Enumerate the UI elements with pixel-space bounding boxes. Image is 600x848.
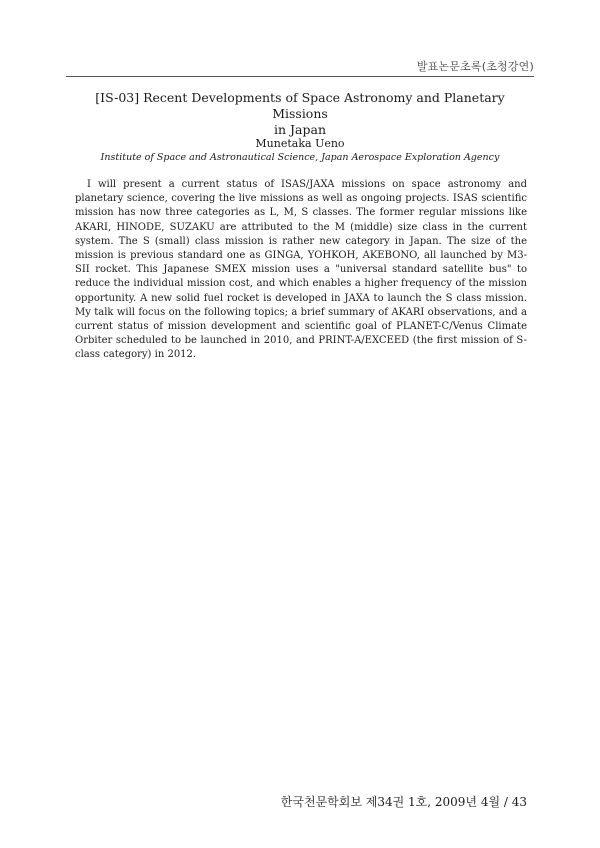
paper-title-line-1: [IS-03] Recent Developments of Space Astronomy and Planetary Missions (95, 90, 505, 121)
paper-title-line-2: in Japan (274, 122, 326, 137)
journal-footer: 한국천문학회보 제34권 1호, 2009년 4월 / 43 (280, 795, 527, 809)
header-rule (66, 76, 534, 77)
paper-title (70, 90, 530, 138)
abstract-text: I will present a current status of ISAS/JAXA missions on space astronomy and planetary science, covering the live missions as well as ongoing projects. ISAS scientific mission has now three categories as L, M, S classes. The former regular missions like AKARI, HINODE, SUZAKU are attributed to the M (middle) size class in the current system. The S (small) class mission is rather new category in Japan. The size of the mission is previous standard one as GINGA, YOHKOH, AKEBONO, all launched by M3-SII rocket. This Japanese SMEX mission uses a "universal standard satellite bus" to reduce the individual mission cost, and which enables a higher frequency of the mission opportunity. A new solid fuel rocket is developed in JAXA to launch the S class mission. My talk will focus on the following topics; a brief summary of AKARI observations, and a current status of mission development and scientific goal of PLANET-C/Venus Climate Orbiter scheduled to be launched in 2010, and PRINT-A/EXCEED (the first mission of S-class category) in 2012. (75, 179, 527, 361)
author-affiliation: Institute of Space and Astronautical Science, Japan Aerospace Exploration Agency (100, 152, 500, 163)
abstract (75, 178, 527, 363)
author-name: Munetaka Ueno (255, 137, 345, 150)
running-header: 발표논문초록(초청강연) (416, 60, 534, 73)
